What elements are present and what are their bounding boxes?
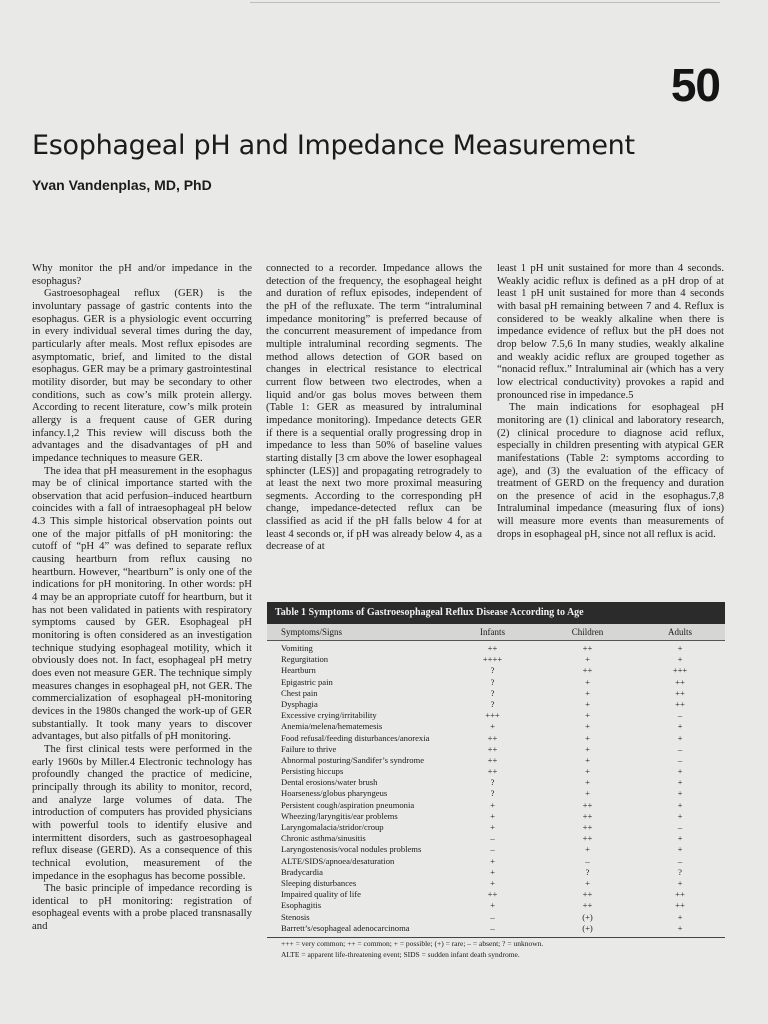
cell-children: ++ xyxy=(582,822,593,832)
cell-children: ++ xyxy=(582,799,593,810)
cell-symptom: Dental erosions/water brush xyxy=(281,777,378,788)
cell-children: + xyxy=(585,788,590,799)
cell-children: + xyxy=(585,676,590,687)
table-row xyxy=(267,755,725,766)
cell-symptom: Excessive crying/irritability xyxy=(281,710,377,721)
cell-adults: ++ xyxy=(675,900,685,911)
cell-symptom: Regurgitation xyxy=(281,654,329,665)
paragraph: connected to a recorder. Impedance allows the detection of the frequency, the esophageal height and duration of reflux episodes, independent of the pH of the refluxate. The term “intraluminal impedance monitoring” is preferred because of the concurrent measurement of impedance from multiple intraluminal recording segments. The method allows detection of GOR based on changes in electrical resistance to electrical current flow between two electrodes, when a liquid and/or gas bolus moves between them (Table 1: GER as measured by intraluminal impedance monitoring). Impedance detects GER if there is a sequential orally progressing drop in impedance to less than 50% of baseline values starting distally [3 cm above the lower esophageal sphincter (LES)] and propagating retrogradely to at least the next two more proximal measuring segments. According to the corresponding pH change, impedance-detected reflux can be classified as acid if the pH falls below 4 for at least 4 seconds or, if pH was already below 4, as a decrease of at xyxy=(266,262,482,553)
cell-infants: + xyxy=(490,877,495,888)
cell-infants: + xyxy=(490,855,495,866)
cell-children: ++ xyxy=(582,900,593,911)
header-adults: Adults xyxy=(667,627,692,637)
cell-infants: + xyxy=(490,900,495,911)
cell-adults: + xyxy=(677,732,683,743)
cell-children: ++ xyxy=(582,643,593,653)
cell-adults: + xyxy=(677,922,683,933)
table-row xyxy=(267,788,725,799)
cell-adults: – xyxy=(677,710,683,721)
cell-symptom: Persisting hiccups xyxy=(281,766,344,777)
paragraph: The first clinical tests were performed in the early 1960s by Miller.4 Electronic technology has profoundly changed the practice of medicine, principally through its ability to monitor, record, and analyze large volumes of data. The introduction of computers has provided physicians with powerful tools to identify elusive and intermittent disorders, such as gastroesophageal reflux disease (GERD). As a consequence of this technical evolution, measurement of the impedance in the esophagus has become possible. xyxy=(32,742,252,882)
cell-symptom: Barrett’s/esophageal adenocarcinoma xyxy=(281,922,410,933)
cell-infants: – xyxy=(490,833,495,844)
table-row xyxy=(267,833,725,844)
cell-children: ++ xyxy=(582,833,593,844)
table-row xyxy=(267,856,725,867)
table-row xyxy=(267,710,725,721)
cell-infants: – xyxy=(490,922,495,933)
cell-children: (+) xyxy=(582,922,593,933)
cell-children: + xyxy=(585,721,590,732)
cell-children: + xyxy=(585,687,590,698)
cell-adults: ++ xyxy=(675,687,685,698)
cell-symptom: Laryngostenosis/vocal nodules problems xyxy=(281,844,422,855)
table-row xyxy=(267,688,725,699)
cell-infants: ? xyxy=(490,665,495,676)
cell-adults: + xyxy=(677,643,683,653)
table-footnotes xyxy=(267,937,725,960)
cell-symptom: Hoarseness/globus pharyngeus xyxy=(281,788,388,799)
chapter-title: Esophageal pH and Impedance Measurement xyxy=(32,130,635,161)
table-row xyxy=(267,912,725,923)
cell-infants: ? xyxy=(490,687,495,698)
cell-adults: + xyxy=(677,877,683,888)
cell-children: + xyxy=(585,777,590,788)
cell-adults: ++ xyxy=(675,889,685,900)
cell-symptom: Chronic asthma/sinusitis xyxy=(281,833,366,844)
paragraph: The basic principle of impedance recording is identical to pH monitoring: registration of esophageal events with a probe placed transnasally and xyxy=(32,882,252,933)
cell-children: (+) xyxy=(582,911,593,922)
table-row xyxy=(267,766,725,777)
table-row xyxy=(267,889,725,900)
cell-children: ? xyxy=(585,866,590,877)
cell-infants: ++ xyxy=(487,643,498,653)
table-row xyxy=(267,800,725,811)
cell-children: + xyxy=(585,732,590,743)
cell-adults: + xyxy=(677,810,683,821)
cell-children: + xyxy=(585,754,590,765)
cell-infants: ? xyxy=(490,676,495,687)
footnote-legend: +++ = very common; ++ = common; + = possible; (+) = rare; – = absent; ? = unknown. xyxy=(281,938,544,948)
cell-symptom: Wheezing/laryngitis/ear problems xyxy=(281,810,398,821)
cell-adults: +++ xyxy=(672,665,688,676)
table-caption: Table 1 Symptoms of Gastroesophageal Reflux Disease According to Age xyxy=(267,602,725,624)
table-row xyxy=(267,777,725,788)
cell-infants: ? xyxy=(490,698,495,709)
cell-adults: – xyxy=(677,822,683,832)
cell-infants: + xyxy=(490,822,495,832)
cell-symptom: Epigastric pain xyxy=(281,676,333,687)
cell-adults: ? xyxy=(678,866,682,877)
table-row xyxy=(267,665,725,676)
cell-symptom: Sleeping disturbances xyxy=(281,877,357,888)
cell-adults: + xyxy=(677,911,683,922)
table-header xyxy=(267,624,725,641)
cell-children: + xyxy=(585,654,590,665)
table-body xyxy=(267,641,725,934)
cell-adults: – xyxy=(677,754,683,765)
cell-infants: ++ xyxy=(487,732,498,743)
cell-children: + xyxy=(585,877,590,888)
header-infants: Infants xyxy=(480,627,505,637)
cell-infants: – xyxy=(490,844,495,855)
cell-infants: + xyxy=(490,721,495,732)
table-row xyxy=(267,878,725,889)
cell-symptom: Failure to thrive xyxy=(281,743,337,754)
cell-infants: ? xyxy=(490,788,495,799)
cell-adults: ++ xyxy=(675,676,685,687)
cell-children: + xyxy=(585,743,590,754)
cell-symptom: Vomiting xyxy=(281,643,313,653)
cell-children: + xyxy=(585,710,590,721)
paragraph: least 1 pH unit sustained for more than 4 seconds. Weakly acidic reflux is defined as a pH drop of at least 1 pH unit sustained for more than 4 seconds with basal pH remaining between 7 and 4. Reflux is considered to be weakly alkaline when there is impedance evidence of reflux but the pH does not drop below 7.5,6 In many studies, weakly alkaline and weakly acidic reflux are grouped together as “nonacid reflux.” Intraluminal air (which has a very low electrical conductivity) provokes a rapid and pronounced rise in impedance.5 xyxy=(497,262,724,401)
cell-infants: ++ xyxy=(487,754,498,765)
cell-children: – xyxy=(585,855,590,866)
cell-symptom: Stenosis xyxy=(281,911,310,922)
table-row xyxy=(267,744,725,755)
cell-symptom: Chest pain xyxy=(281,687,318,698)
cell-infants: ? xyxy=(490,777,495,788)
cell-symptom: ALTE/SIDS/apnoea/desaturation xyxy=(281,855,395,866)
header-symptoms: Symptoms/Signs xyxy=(281,627,343,637)
table-row xyxy=(267,900,725,911)
cell-adults: – xyxy=(677,743,683,754)
cell-symptom: Heartburn xyxy=(281,665,316,676)
cell-symptom: Dysphagia xyxy=(281,698,318,709)
cell-infants: ++++ xyxy=(482,654,503,665)
table-row xyxy=(267,844,725,855)
cell-adults: + xyxy=(677,654,683,665)
cell-children: + xyxy=(585,766,590,777)
cell-children: + xyxy=(585,844,590,855)
footnote-abbrev: ALTE = apparent life-threatening event; SIDS = sudden infant death syndrome. xyxy=(281,949,520,959)
cell-symptom: Anemia/melena/hematemesis xyxy=(281,721,383,732)
cell-adults: + xyxy=(677,788,683,799)
cell-adults: + xyxy=(677,766,683,777)
cell-infants: + xyxy=(490,810,495,821)
cell-infants: + xyxy=(490,799,495,810)
table-row xyxy=(267,867,725,878)
table-row xyxy=(267,677,725,688)
cell-infants: – xyxy=(490,911,495,922)
paragraph: Gastroesophageal reflux (GER) is the involuntary passage of gastric contents into the esophagus. GER is a physiologic event occurring in every individual several times during the day, particularly after meals. Most reflux episodes are asymptomatic, brief, and limited to the distal esophagus. GER may be a primary gastrointestinal motility disorder, but may be secondary to other conditions, such as cow’s milk protein allergy. According to recent literature, cow’s milk protein allergy is a frequent cause of GER during infancy.1,2 This review will discuss both the advantages and the disadvantages of pH and impedance techniques to measure GER. xyxy=(32,287,252,464)
cell-children: ++ xyxy=(582,889,593,900)
cell-adults: + xyxy=(677,721,683,732)
cell-infants: ++ xyxy=(487,766,498,777)
chapter-number: 50 xyxy=(670,59,720,111)
table-row xyxy=(267,822,725,833)
table-row xyxy=(267,699,725,710)
top-rule xyxy=(250,2,720,3)
text-column-1 xyxy=(32,262,252,933)
symptoms-table xyxy=(267,602,725,1012)
cell-infants: + xyxy=(490,866,495,877)
text-column-3 xyxy=(497,262,724,540)
paragraph: The idea that pH measurement in the esophagus may be of clinical importance started with the observation that acid perfusion–induced heartburn coincides with a fall of intraesophageal pH below 4.3 This simple historical observation points out one of the major pitfalls of pH monitoring: the cutoff of “pH 4” was defined to separate reflux causing heartburn from reflux causing no heartburn. However, “heartburn” is only one of the indications for pH monitoring. In other words: pH 4 may be an appropriate cutoff for heartburn, but it has not been validated in patients with respiratory symptoms caused by GER. Esophageal pH monitoring is often considered as an investigation technique studying esophageal motility, which it obviously does not. In fact, esophageal pH metry does even not measure GER. The technique simply measures changes in esophageal pH, not GER. The commercialization of esophageal pH-monitoring devices in the 1980s changed the work-up of GER substantially. It took many years to discover advantages, but also pitfalls of pH monitoring. xyxy=(32,464,252,743)
cell-adults: + xyxy=(677,777,683,788)
cell-symptom: Food refusal/feeding disturbances/anorexia xyxy=(281,732,430,743)
author-line: Yvan Vandenplas, MD, PhD xyxy=(32,177,212,193)
cell-children: ++ xyxy=(582,665,593,676)
cell-symptom: Persistent cough/aspiration pneumonia xyxy=(281,799,415,810)
table-row xyxy=(267,654,725,665)
cell-adults: + xyxy=(677,833,683,844)
table-row xyxy=(267,811,725,822)
header-children: Children xyxy=(571,627,604,637)
table-row xyxy=(267,923,725,934)
cell-children: ++ xyxy=(582,810,593,821)
cell-adults: – xyxy=(677,855,683,866)
table-row xyxy=(267,733,725,744)
cell-children: + xyxy=(585,698,590,709)
cell-adults: + xyxy=(677,844,683,855)
text-column-2 xyxy=(266,262,482,553)
cell-infants: +++ xyxy=(485,710,500,721)
cell-adults: ++ xyxy=(675,698,685,709)
cell-adults: + xyxy=(677,799,683,810)
cell-symptom: Bradycardia xyxy=(281,866,323,877)
table-row xyxy=(267,643,725,654)
paragraph: The main indications for esophageal pH monitoring are (1) clinical and laboratory research, (2) clinical procedure to diagnose acid reflux, especially in children presenting with atypical GER manifestations (Table 2: symptoms according to age), and (3) the evaluation of the efficacy of treatment of GERD on the frequency and duration on the presence of acid in the esophagus.7,8 Intraluminal impedance (measuring flux of ions) will measure more events than measurements of drops in esophageal pH, since not all reflux is acid. xyxy=(497,401,724,540)
cell-symptom: Impaired quality of life xyxy=(281,889,361,900)
cell-infants: ++ xyxy=(487,743,498,754)
paragraph: Why monitor the pH and/or impedance in the esophagus? xyxy=(32,262,252,287)
table-row xyxy=(267,721,725,732)
cell-infants: ++ xyxy=(487,889,498,900)
cell-symptom: Laryngomalacia/stridor/croup xyxy=(281,822,384,832)
cell-symptom: Abnormal posturing/Sandifer’s syndrome xyxy=(281,754,425,765)
cell-symptom: Esophagitis xyxy=(281,900,322,911)
